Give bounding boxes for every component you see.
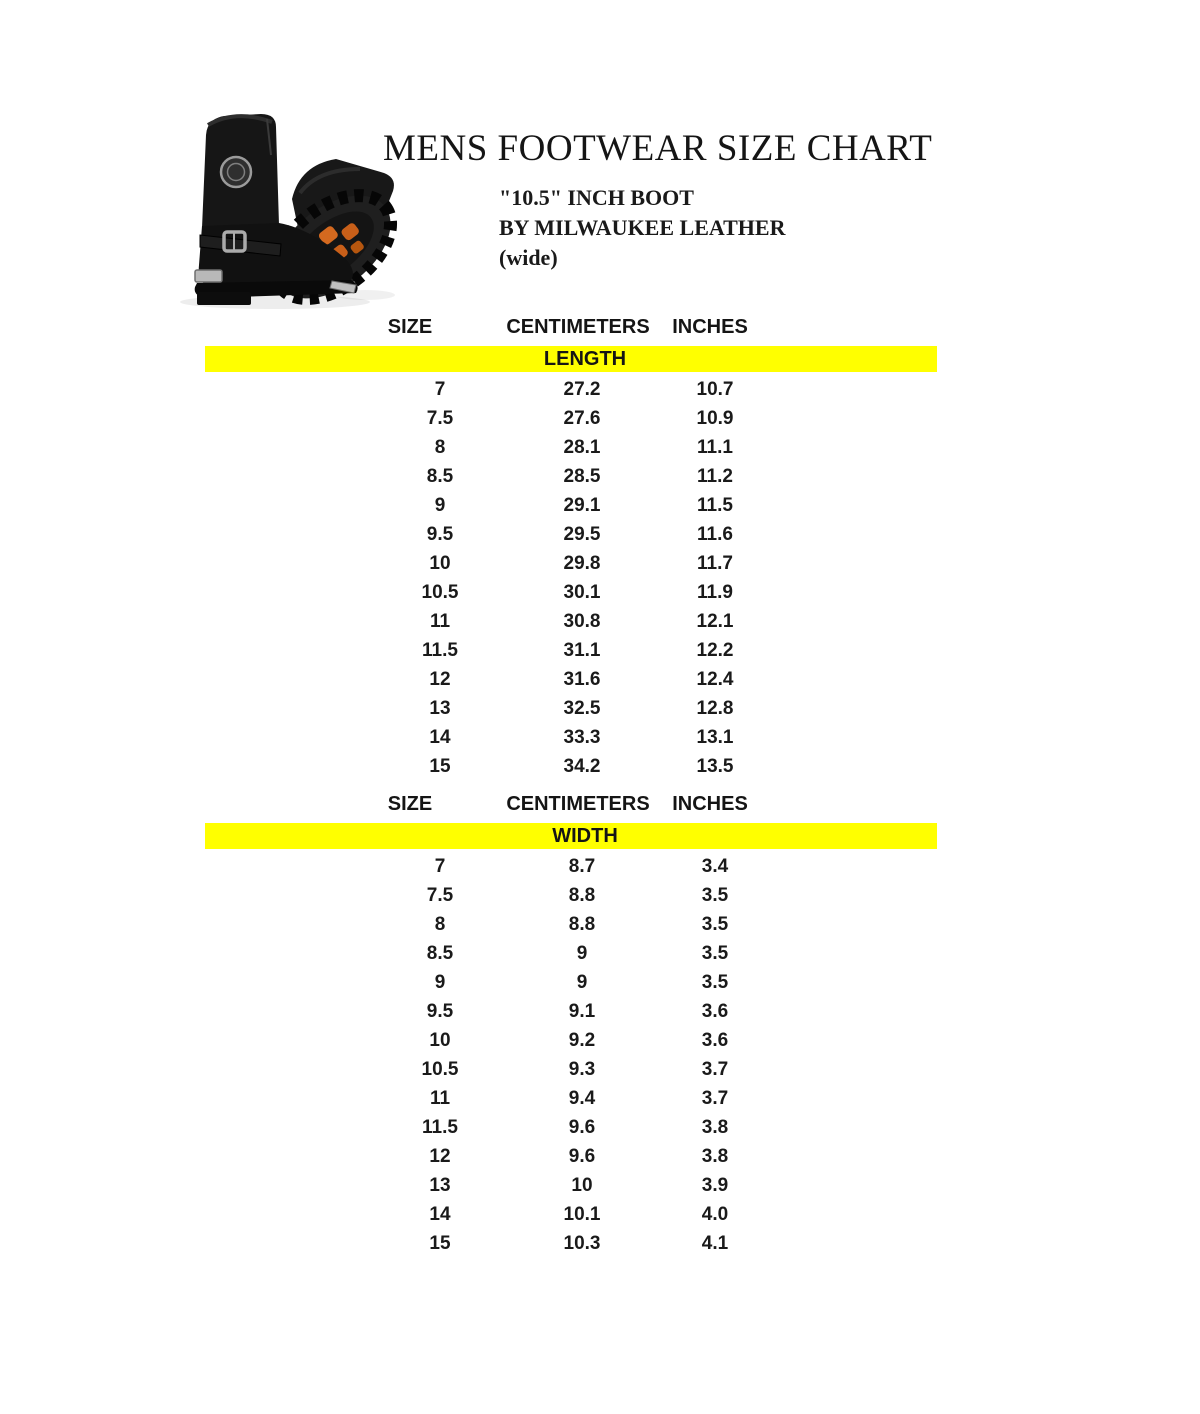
table-row [0, 939, 1200, 968]
table-row [0, 433, 1200, 462]
centimeters-cell: 10 [571, 1175, 593, 1196]
table-row [0, 665, 1200, 694]
inches-cell: 3.8 [701, 1117, 729, 1138]
inches-cell: 12.4 [696, 669, 734, 690]
centimeters-cell: 33.3 [563, 727, 601, 748]
inches-cell: 11.2 [697, 466, 733, 487]
inches-cell: 12.1 [696, 611, 734, 632]
table-row [0, 1142, 1200, 1171]
table-row [0, 997, 1200, 1026]
size-cell: 11 [429, 611, 451, 632]
size-cell: 15 [429, 1233, 451, 1254]
inches-cell: 3.5 [701, 972, 729, 993]
table-row [0, 968, 1200, 997]
size-cell: 11.5 [422, 640, 458, 661]
table-row [0, 1026, 1200, 1055]
centimeters-cell: 10.3 [563, 1233, 601, 1254]
centimeters-cell: 30.1 [563, 582, 601, 603]
inches-cell: 10.7 [696, 379, 734, 400]
size-cell: 7.5 [426, 885, 454, 906]
centimeters-cell: 29.5 [563, 524, 601, 545]
size-cell: 8.5 [426, 943, 454, 964]
inches-cell: 4.1 [701, 1233, 729, 1254]
inches-cell: 11.9 [697, 582, 733, 603]
centimeters-cell: 9.6 [568, 1146, 596, 1167]
size-cell: 13 [429, 698, 451, 719]
centimeters-cell: 32.5 [563, 698, 601, 719]
column-header-centimeters: CENTIMETERS [506, 316, 650, 338]
centimeters-cell: 29.8 [563, 553, 601, 574]
table-row [0, 910, 1200, 939]
centimeters-cell: 27.2 [563, 379, 601, 400]
centimeters-cell: 8.8 [568, 914, 596, 935]
inches-cell: 3.5 [701, 943, 729, 964]
table-row [0, 1200, 1200, 1229]
inches-cell: 13.5 [696, 756, 734, 777]
table-row [0, 636, 1200, 665]
centimeters-cell: 9 [576, 972, 588, 993]
inches-cell: 12.2 [696, 640, 734, 661]
centimeters-cell: 29.1 [563, 495, 601, 516]
table-row [0, 578, 1200, 607]
size-cell: 8 [434, 437, 446, 458]
size-cell: 13 [429, 1175, 451, 1196]
size-cell: 12 [429, 1146, 451, 1167]
table-row [0, 462, 1200, 491]
section-band-label: LENGTH [543, 348, 627, 370]
table-row [0, 1171, 1200, 1200]
centimeters-cell: 30.8 [563, 611, 601, 632]
centimeters-cell: 8.7 [568, 856, 596, 877]
size-cell: 10.5 [421, 582, 459, 603]
centimeters-cell: 27.6 [563, 408, 601, 429]
inches-cell: 3.7 [701, 1088, 729, 1109]
table-row [0, 881, 1200, 910]
size-cell: 10.5 [421, 1059, 459, 1080]
inches-cell: 10.9 [696, 408, 734, 429]
subtitle-line-1: "10.5" INCH BOOT [499, 185, 694, 210]
size-cell: 15 [429, 756, 451, 777]
size-cell: 7 [434, 856, 446, 877]
table-row [0, 375, 1200, 404]
inches-cell: 11.5 [697, 495, 733, 516]
subtitle-line-2: BY MILWAUKEE LEATHER [499, 215, 786, 240]
centimeters-cell: 9.3 [568, 1059, 596, 1080]
table-row [0, 723, 1200, 752]
inches-cell: 4.0 [701, 1204, 729, 1225]
subtitle-line-3: (wide) [499, 245, 558, 270]
table-rows [0, 852, 1200, 1258]
table-row [0, 520, 1200, 549]
size-cell: 14 [429, 727, 451, 748]
boot-illustration [150, 95, 400, 315]
inches-cell: 3.6 [701, 1001, 729, 1022]
boot-product-image [150, 95, 400, 315]
centimeters-cell: 28.5 [563, 466, 601, 487]
size-cell: 14 [429, 1204, 451, 1225]
table-row [0, 694, 1200, 723]
table-column-headers [0, 793, 1200, 815]
inches-cell: 3.5 [701, 914, 729, 935]
inches-cell: 3.8 [701, 1146, 729, 1167]
inches-cell: 3.4 [701, 856, 729, 877]
centimeters-cell: 34.2 [563, 756, 601, 777]
table-row [0, 1055, 1200, 1084]
inches-cell: 11.7 [697, 553, 733, 574]
size-cell: 10 [429, 1030, 451, 1051]
centimeters-cell: 8.8 [568, 885, 596, 906]
section-band [205, 823, 937, 849]
size-cell: 8.5 [426, 466, 454, 487]
centimeters-cell: 9.6 [568, 1117, 596, 1138]
size-cell: 9 [434, 972, 446, 993]
centimeters-cell: 9 [576, 943, 588, 964]
inches-cell: 11.1 [697, 437, 733, 458]
table-row [0, 404, 1200, 433]
centimeters-cell: 31.1 [563, 640, 601, 661]
table-row [0, 1113, 1200, 1142]
size-cell: 8 [434, 914, 446, 935]
size-cell: 12 [429, 669, 451, 690]
section-band [205, 346, 937, 372]
centimeters-cell: 28.1 [563, 437, 601, 458]
size-cell: 7.5 [426, 408, 454, 429]
size-cell: 11 [429, 1088, 451, 1109]
inches-cell: 13.1 [696, 727, 734, 748]
inches-cell: 3.7 [701, 1059, 729, 1080]
table-row [0, 1229, 1200, 1258]
size-cell: 7 [434, 379, 446, 400]
column-header-centimeters: CENTIMETERS [506, 793, 650, 815]
inches-cell: 3.9 [701, 1175, 729, 1196]
centimeters-cell: 31.6 [563, 669, 601, 690]
table-row [0, 607, 1200, 636]
table-row [0, 491, 1200, 520]
page-title: MENS FOOTWEAR SIZE CHART [383, 128, 933, 169]
inches-cell: 12.8 [696, 698, 734, 719]
column-header-inches: INCHES [672, 316, 748, 338]
table-row [0, 752, 1200, 781]
inches-cell: 11.6 [697, 524, 733, 545]
size-cell: 10 [429, 553, 451, 574]
table-row [0, 549, 1200, 578]
size-cell: 11.5 [422, 1117, 458, 1138]
size-cell: 9.5 [426, 1001, 454, 1022]
column-header-size: SIZE [387, 793, 433, 815]
centimeters-cell: 10.1 [563, 1204, 601, 1225]
inches-cell: 3.6 [701, 1030, 729, 1051]
table-rows [0, 375, 1200, 781]
centimeters-cell: 9.4 [568, 1088, 596, 1109]
column-header-size: SIZE [387, 316, 433, 338]
subtitle-block [499, 183, 785, 273]
table-column-headers [0, 316, 1200, 338]
section-band-label: WIDTH [552, 825, 618, 847]
size-cell: 9.5 [426, 524, 454, 545]
table-row [0, 852, 1200, 881]
inches-cell: 3.5 [701, 885, 729, 906]
column-header-inches: INCHES [672, 793, 748, 815]
centimeters-cell: 9.1 [568, 1001, 596, 1022]
size-cell: 9 [434, 495, 446, 516]
centimeters-cell: 9.2 [568, 1030, 596, 1051]
table-row [0, 1084, 1200, 1113]
